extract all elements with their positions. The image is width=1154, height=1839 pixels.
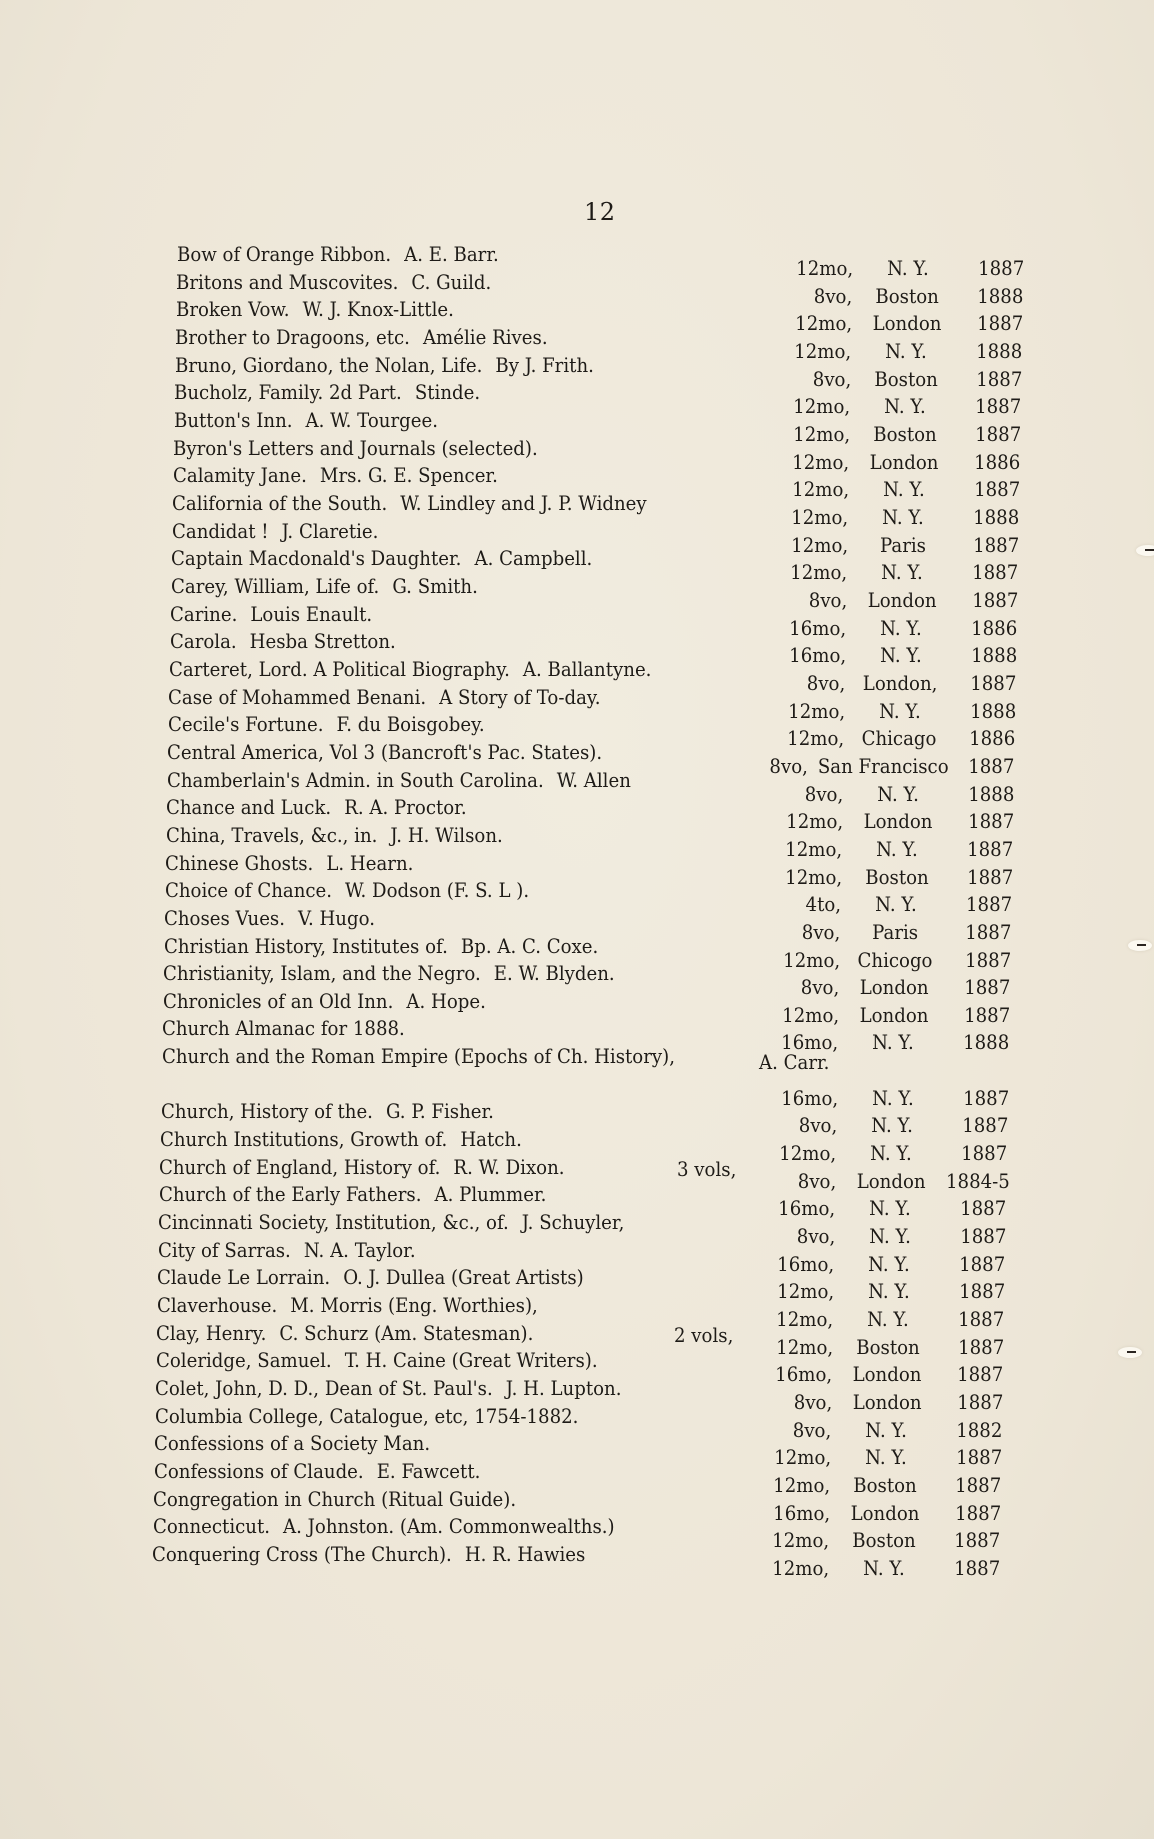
entry-format: 8vo, [792,1418,832,1442]
publication-info [786,810,1014,834]
entry-year: 1887 [967,810,1014,834]
entry-author: A. W. Tourgee. [305,408,438,432]
entry-title: Carola. [169,630,237,654]
entry-format: 16mo, [775,1363,833,1387]
entry-author: A Story of To-day. [439,685,601,709]
entry-format: 12mo, [776,1308,834,1332]
entry-place: N. Y. [871,1114,913,1138]
entry-place: London [856,1169,926,1193]
entry-title: Choice of Chance. [164,879,332,903]
entry-title: Captain Macdonald's Daughter. [171,547,462,571]
entry-place: N. Y. [876,837,918,861]
entry-place: N. Y. [882,505,924,529]
entry-author: O. J. Dullea (Great Artists) [343,1266,585,1290]
entry-title: Calamity Jane. [172,464,307,488]
page-number: 12 [584,198,616,226]
entry-place: Boston [853,1474,918,1498]
entry-year: 1887 [960,1197,1007,1221]
entry-author: Mrs. G. E. Spencer. [319,464,498,488]
entry-place: Boston [873,367,938,391]
publication-info [794,340,1022,364]
entry-format: 12mo, [784,865,842,889]
entry-format: 12mo, [787,727,845,751]
entry-title: California of the South. [172,491,388,515]
publication-info [808,589,1018,613]
publication-info [777,1280,1005,1304]
entry-year: 1887 [965,948,1012,972]
entry-format: 16mo, [781,1031,839,1055]
entry-title: Cecile's Fortune. [167,713,324,737]
entry-title: Chronicles of an Old Inn. [162,989,393,1013]
entry-author: J. Claretie. [281,519,379,543]
entry-place: N. Y. [862,1557,905,1581]
entry-year: 1887 [965,920,1012,944]
entry-place: Boston [856,1335,920,1359]
publication-info [772,1529,1000,1553]
entry-title: Christianity, Islam, and the Negro. [163,962,481,986]
entry-year: 1887 [956,1391,1004,1415]
entry-title: Central America, Vol 3 (Bancroft's Pac. States). [167,740,603,764]
entry-format: 12mo, [793,395,851,419]
entry-volumes: 2 vols, [674,1323,734,1347]
entry-title: Choses Vues. [164,906,286,930]
publication-info [793,395,1021,419]
entry-year: 1887 [953,1557,1000,1581]
entry-year: 1887 [962,1114,1009,1138]
entry-title: City of Sarras. [157,1238,291,1262]
entry-title: Congregation in Church (Ritual Guide). [153,1487,517,1511]
entry-title: Coleridge, Samuel. [155,1349,332,1373]
entry-volumes: 3 vols, [677,1157,737,1181]
entry-place: Chicago [861,727,937,751]
entry-year: 1887 [961,1142,1008,1166]
publication-info [776,1336,1004,1360]
entry-format: 12mo, [795,257,853,280]
entry-format: 16mo, [772,1501,830,1525]
entry-place: N. Y. [865,1418,908,1442]
entry-place: N. Y. [869,1225,911,1249]
entry-format: 12mo, [771,1557,829,1581]
publication-info [781,1087,1009,1111]
entry-author: J. H. Lupton. [505,1377,622,1401]
entry-author: Hatch. [460,1128,522,1152]
entry-place: London, [862,671,938,695]
entry-format: 8vo, [812,367,851,391]
entry-format: 12mo, [782,1003,840,1027]
entry-title: Columbia College, Catalogue, etc, 1754-1882. [154,1404,579,1428]
entry-year: 1888 [970,644,1017,668]
entry-author: N. A. Taylor. [303,1238,416,1262]
publication-info [797,1225,1007,1249]
entry-year: 1887 [971,588,1018,612]
publication-info [773,1474,1001,1498]
entry-format: 4to, [805,893,842,917]
entry-format: 8vo, [804,782,844,806]
entry-title: Confessions of Claude. [153,1460,364,1484]
entry-year: 1887 [975,367,1022,391]
entry-place: London [852,1391,922,1415]
entry-format: 8vo, [813,284,853,308]
entry-author: W. J. Knox-Little. [302,298,454,322]
binding-hole-mark [1118,1347,1142,1358]
publication-info [796,257,1024,281]
entry-title: Brother to Dragoons, etc. [175,325,411,349]
publication-info [791,506,1019,530]
entry-title: Carine. [170,602,238,626]
publication-info [806,893,1013,917]
entry-year: 1887 [972,533,1019,557]
entry-format: 12mo, [785,810,843,834]
entry-place: London [852,1363,922,1387]
entry-place: N. Y. [886,257,929,280]
entry-author: A. E. Barr. [404,243,499,266]
entry-author: W. Dodson (F. S. L ). [344,879,529,903]
entry-title: Church and the Roman Empire (Epochs of Ch. History), [161,1045,675,1069]
entry-year: 1888 [968,782,1015,806]
publication-info [770,755,1015,779]
publication-info [799,1114,1009,1138]
entry-format: 12mo, [773,1446,831,1470]
publication-info [780,1142,1008,1166]
entry-title: Church Institutions, Growth of. [159,1128,448,1152]
entry-title: Conquering Cross (The Church). [152,1543,452,1567]
entry-place: Boston [875,284,939,308]
binding-hole-mark [1136,545,1154,556]
entry-format: 12mo, [794,312,852,336]
entry-year: 1887 [955,1474,1002,1498]
publication-info [789,644,1017,668]
entry-year: 1887 [957,1335,1005,1359]
entry-author: G. P. Fisher. [385,1100,494,1124]
entry-format: 8vo, [798,1114,838,1138]
publication-info [793,1391,1003,1415]
entry-title: Chance and Luck. [166,796,332,820]
entry-year: 1887 [976,312,1023,336]
entry-title: Candidat ! [171,519,269,543]
entry-author: By J. Frith. [495,353,594,377]
entry-title: Claverhouse. [156,1294,277,1318]
entry-author: R. A. Proctor. [344,796,467,820]
entry-author: A. Johnston. (Am. Commonwealths.) [282,1515,615,1539]
entry-year: 1888 [969,699,1016,723]
entry-place: Paris [879,533,926,557]
entry-author: J. H. Wilson. [390,823,503,847]
entry-place: N. Y. [867,1308,910,1332]
entry-author: Amélie Rives. [423,325,548,349]
entry-author: M. Morris (Eng. Worthies), [290,1294,538,1318]
entry-place: N. Y. [868,1280,910,1304]
entry-title: Cincinnati Society, Institution, &c., of. [158,1211,510,1235]
entry-author: R. W. Dixon. [453,1155,565,1179]
entry-year: 1886 [971,616,1018,640]
entry-title: Bow of Orange Ribbon. [177,243,392,266]
publication-info [773,1502,1001,1526]
publication-info [814,285,1024,309]
entry-title: Claude Le Lorrain. [157,1266,331,1290]
entry-author: C. Schurz (Am. Statesman). [279,1321,534,1345]
publication-info [783,949,1011,973]
entry-format: 8vo, [801,976,840,1000]
entry-title: Case of Mohammed Benani. [168,685,427,709]
entry-title: Button's Inn. [173,408,293,432]
publication-info [812,368,1022,392]
entry-format: 12mo, [776,1335,833,1359]
entry-place: London [863,810,932,834]
entry-place: N. Y. [882,478,925,502]
entry-author: Bp. A. C. Coxe. [460,934,598,958]
entry-place: London [859,1003,929,1027]
entry-place: London [869,450,939,474]
entry-title: Byron's Letters and Journals (selected). [173,436,539,460]
entry-year: 1887 [964,976,1011,1000]
entry-title: Colet, John, D. D., Dean of St. Paul's. [155,1377,493,1401]
entry-title: Bucholz, Family. 2d Part. [174,381,403,405]
publication-info [802,921,1012,945]
publication-info [791,534,1019,558]
entry-title: Christian History, Institutes of. [163,934,448,958]
entry-author: J. Schuyler, [522,1211,625,1235]
entry-place: N. Y. [869,1197,912,1221]
entry-author: C. Guild. [411,270,492,294]
entry-year: 1887 [954,1529,1001,1553]
entry-year: 1888 [963,1031,1010,1055]
publication-info [788,700,1016,724]
entry-title: Carey, William, Life of. [170,574,379,598]
publication-info [792,478,1020,502]
publication-info [789,617,1017,641]
entry-format: 12mo, [790,561,848,585]
entry-year: 1888 [973,505,1020,529]
entry-format: 12mo, [783,948,841,972]
entry-place: N. Y. [872,1031,915,1055]
entry-author: W. Lindley and J. P. Widney [400,491,647,515]
entry-author: W. Allen [556,768,631,792]
entry-year: 1884-5 [945,1169,1010,1193]
entry-place: London [872,312,942,336]
entry-title: Chinese Ghosts. [165,851,314,875]
entry-title: Church of England, History of. [159,1155,441,1179]
publication-info [775,1363,1003,1387]
entry-format: 12mo, [791,505,849,529]
entry-title: Chamberlain's Admin. in South Carolina. [166,768,544,792]
entry-place: London [850,1501,920,1525]
entry-place: Boston [872,422,937,446]
entry-year: 1887 [966,865,1013,889]
entry-author: Stinde. [415,381,481,405]
entry-format: 16mo, [778,1197,836,1221]
entry-format: 8vo, [769,754,809,778]
entry-title: Broken Vow. [175,298,290,322]
entry-format: 12mo, [787,699,845,723]
entry-year: 1887 [955,1446,1003,1470]
entry-place: London [867,588,937,612]
entry-year: 1888 [977,284,1024,308]
binding-hole-mark [1128,940,1152,951]
entry-place: N. Y. [864,1446,907,1470]
entry-place: N. Y. [880,616,922,640]
entry-format: 12mo, [779,1142,837,1166]
entry-format: 16mo, [781,1086,839,1110]
entry-author: T. H. Caine (Great Writers). [344,1349,598,1373]
entry-title: China, Travels, &c., in. [165,823,378,847]
entry-author: L. Hearn. [326,851,414,875]
entry-format: 8vo, [793,1391,832,1415]
publication-info [793,423,1021,447]
entry-author: E. Fawcett. [376,1460,480,1484]
entry-year: 1886 [969,727,1016,751]
entry-title: Church of the Early Fathers. [158,1183,422,1207]
entry-year: 1887 [964,1003,1011,1027]
entry-title: Connecticut. [152,1515,270,1539]
publication-info [782,1004,1010,1028]
entry-format: 12mo, [794,339,852,363]
entry-author: Louis Enault. [250,602,373,626]
publication-info [792,451,1020,475]
publication-info [785,866,1013,890]
publication-info [774,1446,1002,1470]
entry-format: 8vo, [808,588,847,612]
entry-place: N. Y. [885,339,928,363]
entry-year: 1887 [974,422,1021,446]
entry-format: 12mo, [792,450,850,474]
entry-format: 12mo, [790,533,848,557]
entry-year: 1887 [957,1363,1004,1387]
publication-info [795,312,1023,336]
entry-title: Confessions of a Society Man. [154,1432,431,1456]
entry-author: A. Ballantyne. [522,657,652,681]
entry-format: 12mo, [791,478,849,502]
publication-info [779,1197,1007,1221]
entry-format: 12mo, [792,422,850,446]
entry-title: Britons and Muscovites. [176,270,399,294]
entry-author: V. Hugo. [298,906,376,930]
entry-title: Church, History of the. [160,1100,373,1124]
publication-info [807,672,1017,696]
entry-place: Chicogo [857,948,933,972]
entry-format: 16mo, [789,616,847,640]
entry-title: Clay, Henry. [156,1321,267,1345]
publication-info [798,1170,1008,1194]
entry-format: 8vo, [797,1169,837,1193]
entry-author: H. R. Hawies [464,1543,586,1567]
publication-info [793,1419,1003,1443]
entry-format: 12mo, [773,1474,831,1498]
entry-year: 1887 [958,1280,1006,1304]
entry-year: 1887 [958,1308,1005,1332]
publication-info [801,976,1011,1000]
entry-format: 12mo, [777,1280,834,1304]
entry-year: 1887 [954,1501,1002,1525]
entry-place: N. Y. [878,699,921,723]
entry-author: A. Hope. [406,989,486,1013]
entry-place: N. Y. [881,561,923,585]
entry-place: London [860,976,929,1000]
entry-year: 1887 [973,478,1020,502]
entry-year: 1888 [976,339,1023,363]
entry-title: Bruno, Giordano, the Nolan, Life. [174,353,483,377]
entry-year: 1887 [963,1086,1010,1110]
entry-year: 1887 [975,395,1022,419]
entry-place: N. Y. [875,893,917,917]
entry-author: E. W. Blyden. [493,962,615,986]
entry-place: N. Y. [884,395,927,419]
entry-place: Boston [864,865,929,889]
entry-format: 16mo, [788,644,846,668]
publication-info [778,1253,1006,1277]
entry-format: 8vo, [802,920,841,944]
entry-year: 1887 [968,754,1015,778]
publication-info [777,1308,1005,1332]
entry-place: N. Y. [879,644,922,668]
entry-year: 1887 [959,1252,1006,1276]
entry-author: Hesba Stretton. [249,630,396,654]
entry-format: 12mo, [772,1529,830,1553]
entry-year: 1886 [974,450,1021,474]
entry-year: 1887 [977,257,1024,280]
entry-title: Church Almanac for 1888. [162,1017,405,1041]
entry-format: 16mo, [777,1252,835,1276]
entry-year: 1887 [966,893,1013,917]
publication-info [772,1557,1000,1581]
entry-year: 1882 [956,1418,1003,1442]
entry-author: A. Plummer. [434,1183,547,1207]
entry-format: 8vo, [806,671,846,695]
entry-format: 12mo, [785,837,843,861]
entry-year: 1887 [967,837,1014,861]
entry-title: Carteret, Lord. A Political Biography. [169,657,510,681]
publication-info [805,783,1015,807]
publication-info [787,727,1015,751]
entry-place: Paris [872,920,919,944]
entry-author: F. du Boisgobey. [336,713,485,737]
entry-year: 1887 [972,561,1019,585]
entry-place: N. Y. [877,782,919,806]
publication-info [785,838,1013,862]
entry-year: 1887 [959,1225,1007,1249]
entry-place: N. Y. [872,1086,914,1110]
entry-place: N. Y. [870,1142,913,1166]
entry-author: G. Smith. [391,574,478,598]
entry-place: N. Y. [868,1252,911,1276]
entry-author: A. Carr. [759,1051,830,1075]
entry-place: Boston [852,1529,916,1553]
entry-format: 8vo, [796,1225,836,1249]
publication-info [790,561,1018,585]
entry-author: A. Campbell. [474,547,593,571]
entry-place: San Francisco [818,754,950,778]
entry-year: 1887 [970,671,1017,695]
